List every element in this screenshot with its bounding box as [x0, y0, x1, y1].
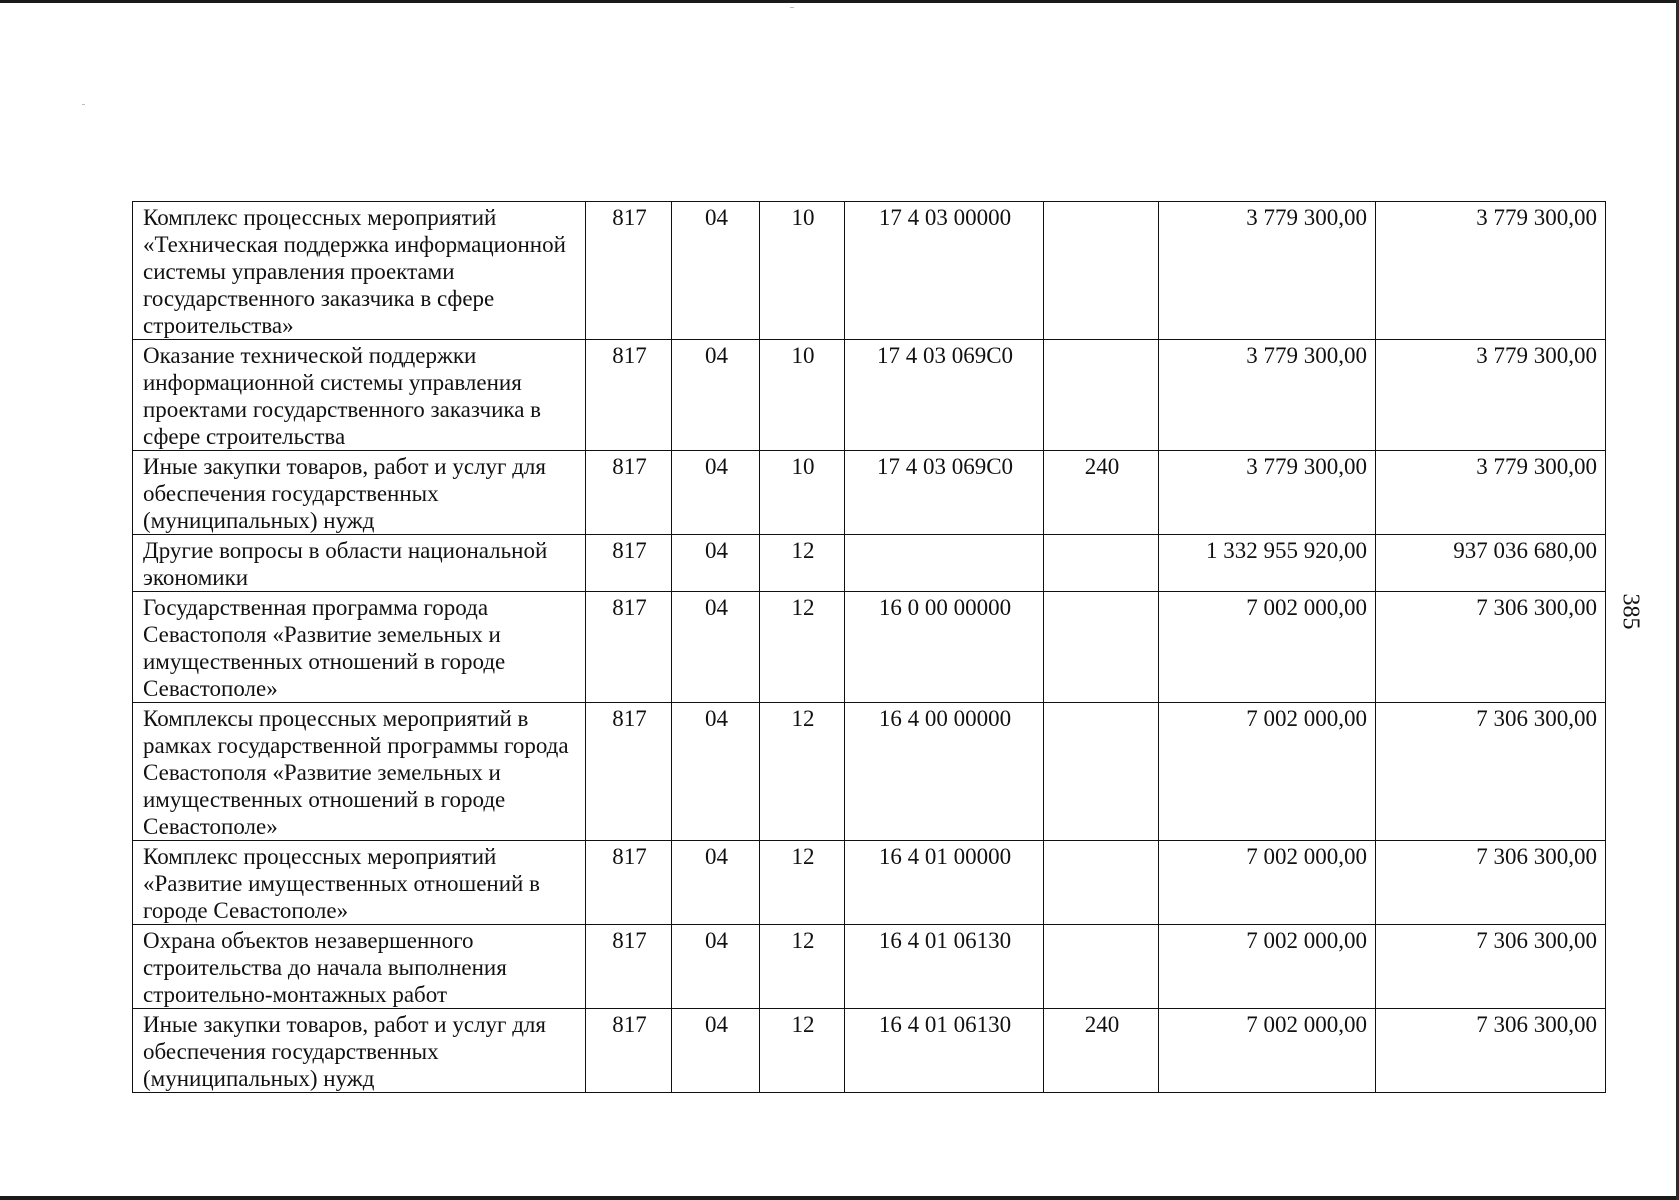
row-name-cell: Другие вопросы в области национальной экономики	[133, 535, 586, 592]
table-row	[133, 925, 1606, 1009]
target-article-cell: 16 4 01 00000	[845, 841, 1044, 925]
row-name-cell: Государственная программа города Севастополя «Развитие земельных и имущественных отношений в городе Севастополе»	[133, 592, 586, 703]
grbs-code-cell: 817	[586, 592, 672, 703]
amount-year2-cell: 7 306 300,00	[1376, 592, 1606, 703]
amount-year1-cell: 7 002 000,00	[1159, 592, 1376, 703]
subsection-code-cell: 10	[760, 451, 845, 535]
expense-type-cell	[1044, 925, 1159, 1009]
grbs-code-cell: 817	[586, 925, 672, 1009]
target-article-cell: 16 4 00 00000	[845, 703, 1044, 841]
table-row	[133, 592, 1606, 703]
scan-speck	[82, 104, 85, 105]
amount-year1-cell: 3 779 300,00	[1159, 202, 1376, 340]
row-name-cell: Иные закупки товаров, работ и услуг для обеспечения государственных (муниципальных) нужд	[133, 451, 586, 535]
grbs-code-cell: 817	[586, 1009, 672, 1093]
section-code-cell: 04	[672, 592, 760, 703]
scan-top-edge	[0, 0, 1679, 3]
amount-year1-cell: 7 002 000,00	[1159, 1009, 1376, 1093]
grbs-code-cell: 817	[586, 451, 672, 535]
grbs-code-cell: 817	[586, 340, 672, 451]
amount-year2-cell: 7 306 300,00	[1376, 703, 1606, 841]
target-article-cell: 16 0 00 00000	[845, 592, 1044, 703]
amount-year2-cell: 3 779 300,00	[1376, 340, 1606, 451]
target-article-cell: 16 4 01 06130	[845, 925, 1044, 1009]
section-code-cell: 04	[672, 1009, 760, 1093]
subsection-code-cell: 12	[760, 925, 845, 1009]
amount-year1-cell: 7 002 000,00	[1159, 841, 1376, 925]
budget-table	[132, 201, 1606, 1093]
expense-type-cell	[1044, 202, 1159, 340]
table-row	[133, 535, 1606, 592]
table-row	[133, 703, 1606, 841]
subsection-code-cell: 10	[760, 202, 845, 340]
subsection-code-cell: 10	[760, 340, 845, 451]
expense-type-cell	[1044, 535, 1159, 592]
expense-type-cell	[1044, 703, 1159, 841]
expense-type-cell	[1044, 841, 1159, 925]
target-article-cell: 17 4 03 00000	[845, 202, 1044, 340]
amount-year1-cell: 7 002 000,00	[1159, 925, 1376, 1009]
amount-year2-cell: 7 306 300,00	[1376, 925, 1606, 1009]
row-name-cell: Комплекс процессных мероприятий «Развитие имущественных отношений в городе Севастополе»	[133, 841, 586, 925]
section-code-cell: 04	[672, 925, 760, 1009]
section-code-cell: 04	[672, 340, 760, 451]
expense-type-cell	[1044, 592, 1159, 703]
grbs-code-cell: 817	[586, 202, 672, 340]
section-code-cell: 04	[672, 535, 760, 592]
page-number: 385	[1617, 593, 1644, 630]
grbs-code-cell: 817	[586, 535, 672, 592]
amount-year2-cell: 7 306 300,00	[1376, 1009, 1606, 1093]
subsection-code-cell: 12	[760, 1009, 845, 1093]
subsection-code-cell: 12	[760, 841, 845, 925]
row-name-cell: Комплексы процессных мероприятий в рамках государственной программы города Севастополя «Развитие земельных и имущественных отношений в городе Севастополе»	[133, 703, 586, 841]
expense-type-cell: 240	[1044, 451, 1159, 535]
subsection-code-cell: 12	[760, 703, 845, 841]
target-article-cell: 17 4 03 069С0	[845, 451, 1044, 535]
amount-year2-cell: 3 779 300,00	[1376, 451, 1606, 535]
target-article-cell: 16 4 01 06130	[845, 1009, 1044, 1093]
amount-year1-cell: 3 779 300,00	[1159, 340, 1376, 451]
budget-table-body	[133, 202, 1606, 1093]
amount-year1-cell: 3 779 300,00	[1159, 451, 1376, 535]
row-name-cell: Комплекс процессных мероприятий «Техническая поддержка информационной системы управления проектами государственного заказчика в сфере строительства»	[133, 202, 586, 340]
target-article-cell	[845, 535, 1044, 592]
section-code-cell: 04	[672, 202, 760, 340]
expense-type-cell	[1044, 340, 1159, 451]
section-code-cell: 04	[672, 451, 760, 535]
table-row	[133, 841, 1606, 925]
amount-year1-cell: 1 332 955 920,00	[1159, 535, 1376, 592]
table-row	[133, 340, 1606, 451]
row-name-cell: Иные закупки товаров, работ и услуг для обеспечения государственных (муниципальных) нужд	[133, 1009, 586, 1093]
row-name-cell: Оказание технической поддержки информационной системы управления проектами государственного заказчика в сфере строительства	[133, 340, 586, 451]
grbs-code-cell: 817	[586, 841, 672, 925]
table-row	[133, 1009, 1606, 1093]
amount-year2-cell: 7 306 300,00	[1376, 841, 1606, 925]
section-code-cell: 04	[672, 703, 760, 841]
expense-type-cell: 240	[1044, 1009, 1159, 1093]
section-code-cell: 04	[672, 841, 760, 925]
subsection-code-cell: 12	[760, 592, 845, 703]
grbs-code-cell: 817	[586, 703, 672, 841]
amount-year1-cell: 7 002 000,00	[1159, 703, 1376, 841]
subsection-code-cell: 12	[760, 535, 845, 592]
target-article-cell: 17 4 03 069С0	[845, 340, 1044, 451]
table-row	[133, 202, 1606, 340]
scan-speck	[790, 7, 794, 8]
table-row	[133, 451, 1606, 535]
amount-year2-cell: 3 779 300,00	[1376, 202, 1606, 340]
amount-year2-cell: 937 036 680,00	[1376, 535, 1606, 592]
scan-bottom-edge	[0, 1196, 1679, 1200]
row-name-cell: Охрана объектов незавершенного строительства до начала выполнения строительно-монтажных работ	[133, 925, 586, 1009]
